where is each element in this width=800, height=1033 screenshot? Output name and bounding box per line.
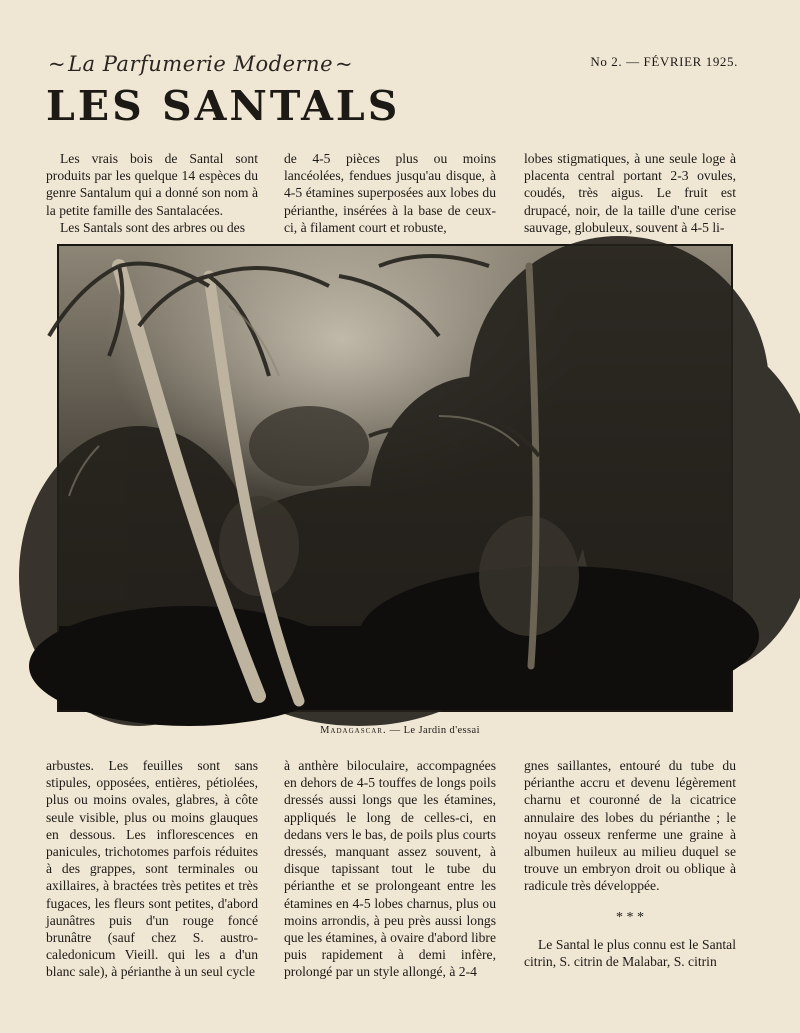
paragraph: à anthère biloculaire, accompagnées en dehors de 4-5 touffes de longs poils dressés aussi longs que les étamines, appliqués le long de celles-ci, en dedans vers le bas, de poils plus courts dressés, manquant assez souvent, à disque tapissant tout le tube du périanthe et se prolongeant entre les étamines en 4-5 lobes charnus, plus ou moins arrondis, à peu près aussi longs que les étamines, à ovaire d'abord libre puis rapidement à demi infère, prolongé par un style allongé, à 2-4: [284, 758, 496, 980]
masthead: ~ La Parfumerie Moderne ~: [46, 52, 355, 76]
paragraph: gnes saillantes, entouré du tube du périanthe accru et devenu légèrement charnu et couronné de la cicatrice annulaire des lobes du périanthe ; le noyau osseux renferme une graine à albumen huileux au milieu duquel se trouve un embryon droit ou oblique à radicule très développée.: [524, 758, 736, 894]
top-column-3: [524, 150, 736, 235]
article-title: LES SANTALS: [46, 82, 401, 130]
issue-number: No 2. — FÉVRIER 1925.: [590, 54, 738, 69]
paragraph: Les vrais bois de Santal sont produits par les quelque 14 espèces du genre Santalum qui a donné son nom à la petite famille des Santalacées.: [46, 151, 258, 218]
paragraph: Le Santal le plus connu est le Santal citrin, S. citrin de Malabar, S. citrin: [524, 936, 736, 970]
figure-caption: [0, 725, 800, 736]
jungle-photograph: [57, 244, 733, 712]
asterism: * * *: [616, 909, 644, 925]
paragraph: Les Santals sont des arbres ou des: [60, 219, 245, 235]
palm-garden-illustration: [59, 246, 731, 710]
caption-text: — Le Jardin d'essai: [389, 725, 480, 736]
caption-place: Madagascar.: [320, 725, 387, 736]
paragraph: arbustes. Les feuilles sont sans stipules, opposées, entières, pétiolées, plus ou moins ovales, glabres, à côte seule visible, plus ou moins glauques en dessous. Les inflorescences en panicules, trichotomes parfois réduites à des grappes, sont terminales ou axillaires, à bractées très petites et très fugaces, les fleurs sont petites, d'abord jaunâtres puis d'un rouge foncé brunâtre (sauf chez S. austro-caledonicum Vieill. qui les a d'un blanc sale), à périanthe à un seul cycle: [46, 758, 258, 980]
bottom-column-3: [524, 757, 736, 970]
top-column-2: [284, 150, 496, 235]
paragraph: lobes stigmatiques, à une seule loge à placenta central portant 2-3 ovules, coudés, très aigus. Le fruit est drupacé, noir, de la taille d'une cerise sauvage, globuleux, souvent à 4-5 li-: [524, 151, 736, 235]
bottom-column-1: [46, 757, 258, 980]
paragraph: de 4-5 pièces plus ou moins lancéolées, fendues jusqu'au disque, à 4-5 étamines superposées aux lobes du périanthe, insérées à la base de ceux-ci, à filament court et robuste,: [284, 151, 496, 235]
bottom-column-2: [284, 757, 496, 980]
top-column-1: [46, 150, 258, 235]
